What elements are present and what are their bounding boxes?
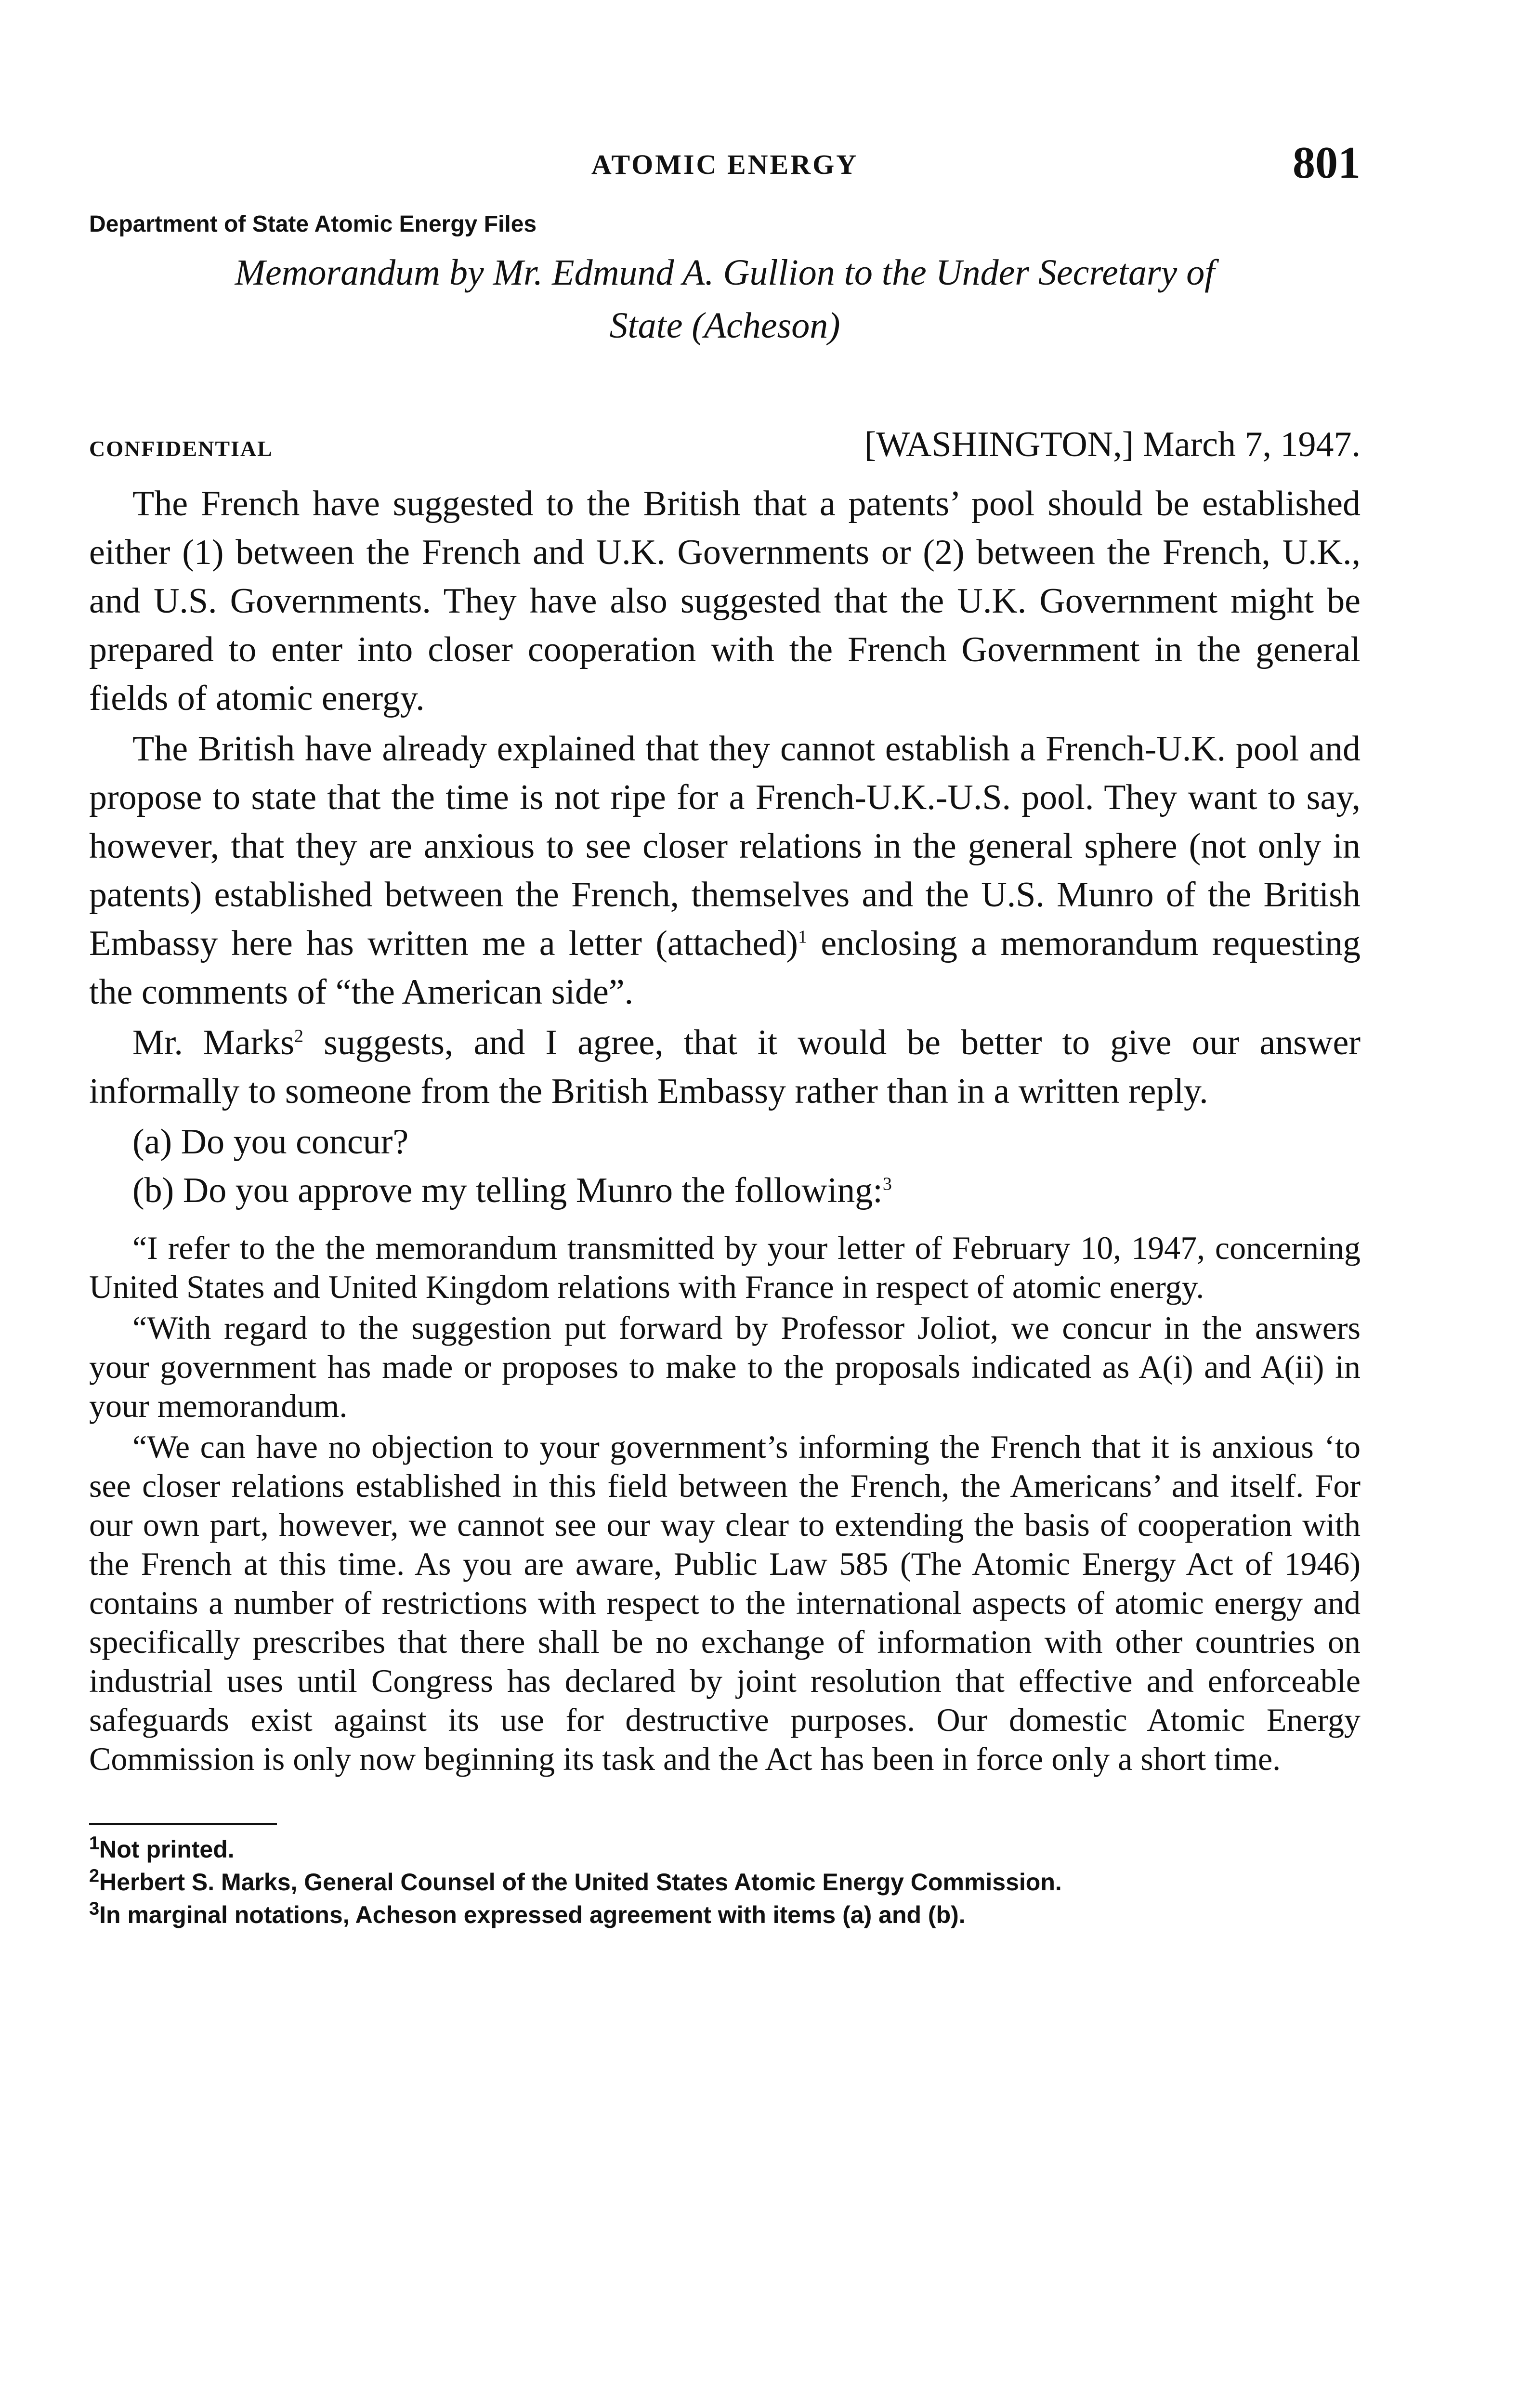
- paragraph: The French have suggested to the British that a patents’ pool should be established either (1) between the French and U.K. Governments or (2) between the French, U.K., and U.S. Governments. They have also suggested that the U.K. Government might be prepared to enter into closer cooperation with the French Government in the general fields of atomic energy.: [89, 484, 1361, 718]
- footnote-marker: 1: [798, 927, 808, 947]
- paragraph-text: suggests, and I agree, that it would be better to give our answer informally to someone from the British Embassy rather than in a written reply.: [89, 1023, 1361, 1111]
- footnote-number: 2: [89, 1866, 100, 1886]
- paragraph: [89, 1019, 1361, 1116]
- footnote: [89, 1835, 1361, 1864]
- date-line: [WASHINGTON,] March 7, 1947.: [864, 425, 1361, 464]
- quote-paragraph: “I refer to the the memorandum transmitted by your letter of February 10, 1947, concerning United States and United Kingdom relations with France in respect of atomic energy.: [89, 1230, 1361, 1305]
- quote-paragraph: “With regard to the suggestion put forward by Professor Joliot, we concur in the answers your government has made or proposes to make to the proposals indicated as A(i) and A(ii) in your memorandum.: [89, 1309, 1361, 1424]
- paragraph-text: enclosing a memorandum requesting the comments of “the American side”.: [89, 924, 1361, 1012]
- quoted-statement: [89, 1229, 1361, 1779]
- running-title: ATOMIC ENERGY: [591, 149, 859, 180]
- dateline-row: [89, 424, 1361, 465]
- question-item: [89, 1166, 1361, 1215]
- quote-paragraph: “We can have no objection to your government’s informing the French that it is anxious ‘to see closer relations established in this field between the French, the Americans’ and itself. For our own part, however, we cannot see our way clear to extending the basis of cooperation with the French at this time. As you are aware, Public Law 585 (The Atomic Energy Act of 1946) contains a number of restrictions with respect to the international aspects of atomic energy and specifically prescribes that there shall be no exchange of information with other countries on industrial uses until Congress has declared by joint resolution that effective and enforceable safeguards exist against its use for destructive purposes. Our domestic Atomic Energy Commission is only now beginning its task and the Act has been in force only a short time.: [89, 1428, 1361, 1777]
- footnote-text: In marginal notations, Acheson expressed agreement with items (a) and (b).: [99, 1901, 966, 1928]
- footnote-text: Herbert S. Marks, General Counsel of the United States Atomic Energy Commission.: [99, 1869, 1062, 1896]
- running-header: [89, 140, 1361, 197]
- classification-label: CONFIDENTIAL: [89, 436, 273, 461]
- paragraph: [89, 725, 1361, 1017]
- title-line-1: Memorandum by Mr. Edmund A. Gullion to the Under Secretary of: [235, 252, 1215, 293]
- footnotes: [89, 1835, 1361, 1929]
- memo-body: [89, 480, 1361, 1779]
- footnote-marker: 2: [294, 1026, 304, 1047]
- footnote-rule: [89, 1823, 277, 1825]
- footnote-text: Not printed.: [99, 1836, 235, 1863]
- paragraph-text: Mr. Marks: [132, 1023, 295, 1062]
- source-line: Department of State Atomic Energy Files: [89, 211, 537, 237]
- document-page: [89, 140, 1361, 1933]
- question-item: (a) Do you concur?: [132, 1122, 409, 1162]
- page-number: 801: [1293, 138, 1361, 188]
- title-line-2: State (Acheson): [609, 305, 840, 346]
- question-text: (b) Do you approve my telling Munro the following:: [132, 1171, 883, 1210]
- paragraph-text: The British have already explained that they cannot establish a French-U.K. pool and propose to state that the time is not ripe for a French-U.K.-U.S. pool. They want to say, however, that they are anxious to see closer relations in the general sphere (not only in patents) established between the French, themselves and the U.S. Munro of the British Embassy here has written me a letter (attached): [89, 729, 1361, 963]
- footnote-marker: 3: [882, 1174, 892, 1194]
- document-title: [89, 246, 1361, 352]
- footnote: [89, 1900, 1361, 1929]
- footnote-number: 3: [89, 1898, 100, 1919]
- footnote: [89, 1868, 1361, 1897]
- footnote-number: 1: [89, 1833, 100, 1854]
